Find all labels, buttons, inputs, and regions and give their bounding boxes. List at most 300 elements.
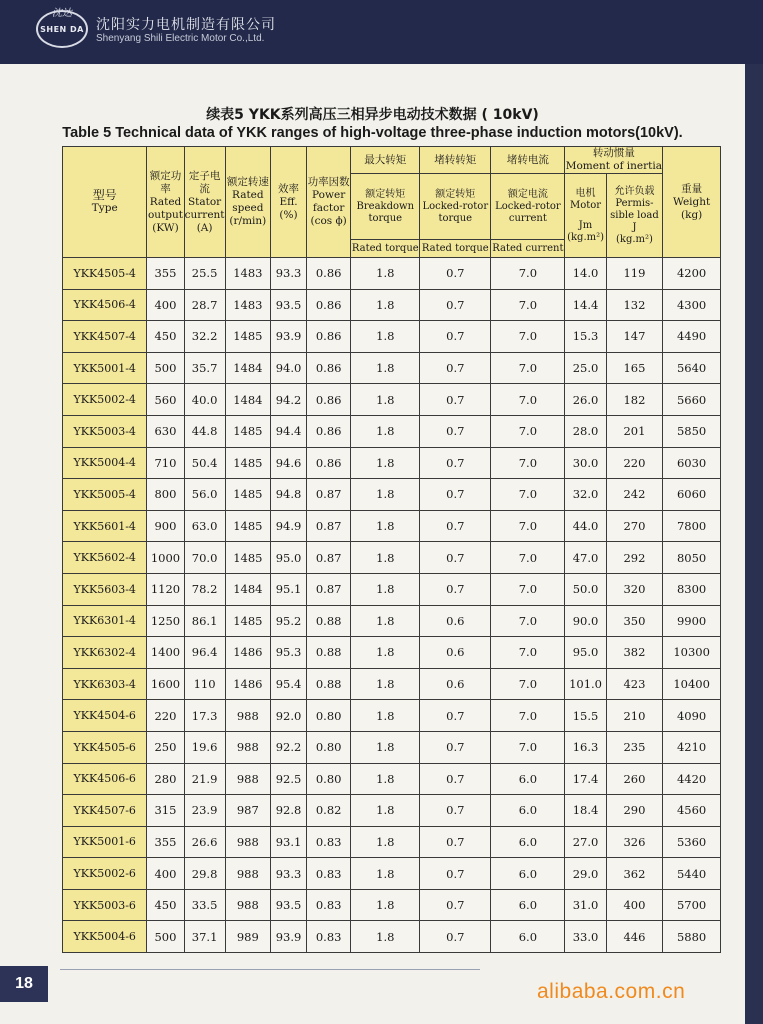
value-cell: 165 xyxy=(606,352,663,384)
col-model xyxy=(63,147,147,258)
value-cell: 90.0 xyxy=(565,605,606,637)
model-cell: YKK5003-6 xyxy=(63,889,147,921)
value-cell: 70.0 xyxy=(184,542,225,574)
model-cell: YKK5001-4 xyxy=(63,352,147,384)
value-cell: 1.8 xyxy=(351,858,420,890)
value-cell: 0.86 xyxy=(307,415,351,447)
value-cell: 1.8 xyxy=(351,479,420,511)
value-cell: 26.6 xyxy=(184,826,225,858)
value-cell: 1.8 xyxy=(351,321,420,353)
value-cell: 350 xyxy=(606,605,663,637)
value-cell: 0.6 xyxy=(420,668,491,700)
value-cell: 1.8 xyxy=(351,605,420,637)
value-cell: 93.5 xyxy=(270,289,306,321)
value-cell: 7.0 xyxy=(491,731,565,763)
value-cell: 50.4 xyxy=(184,447,225,479)
value-cell: 95.0 xyxy=(270,542,306,574)
value-cell: 93.3 xyxy=(270,258,306,290)
value-cell: 0.86 xyxy=(307,384,351,416)
value-cell: 1.8 xyxy=(351,352,420,384)
value-cell: 1485 xyxy=(225,447,270,479)
company-name-en: Shenyang Shili Electric Motor Co.,Ltd. xyxy=(96,33,265,44)
value-cell: 0.7 xyxy=(420,447,491,479)
table-row xyxy=(63,889,721,921)
value-cell: 6060 xyxy=(663,479,721,511)
table-title-en: Table 5 Technical data of YKK ranges of high-voltage three-phase induction motors(10kV). xyxy=(62,125,683,141)
value-cell: 25.0 xyxy=(565,352,606,384)
col-power-factor xyxy=(307,147,351,258)
value-cell: 1.8 xyxy=(351,289,420,321)
value-cell: 1483 xyxy=(225,289,270,321)
value-cell: 35.7 xyxy=(184,352,225,384)
value-cell: 242 xyxy=(606,479,663,511)
value-cell: 92.8 xyxy=(270,795,306,827)
value-cell: 23.9 xyxy=(184,795,225,827)
table-row xyxy=(63,795,721,827)
value-cell: 147 xyxy=(606,321,663,353)
watermark: alibaba.com.cn xyxy=(537,980,686,1003)
value-cell: 37.1 xyxy=(184,921,225,953)
value-cell: 56.0 xyxy=(184,479,225,511)
table-row xyxy=(63,321,721,353)
value-cell: 47.0 xyxy=(565,542,606,574)
value-cell: 988 xyxy=(225,700,270,732)
value-cell: 40.0 xyxy=(184,384,225,416)
header-text: Locked-rotor torque xyxy=(422,200,489,224)
value-cell: 94.9 xyxy=(270,510,306,542)
col-current-bottom: Rated current xyxy=(491,240,565,258)
value-cell: 0.7 xyxy=(420,731,491,763)
value-cell: 355 xyxy=(147,258,184,290)
value-cell: 988 xyxy=(225,763,270,795)
model-cell: YKK4506-6 xyxy=(63,763,147,795)
value-cell: 0.7 xyxy=(420,384,491,416)
value-cell: 21.9 xyxy=(184,763,225,795)
value-cell: 423 xyxy=(606,668,663,700)
value-cell: 4420 xyxy=(663,763,721,795)
value-cell: 44.8 xyxy=(184,415,225,447)
table-row xyxy=(63,763,721,795)
value-cell: 15.5 xyxy=(565,700,606,732)
value-cell: 1485 xyxy=(225,542,270,574)
value-cell: 270 xyxy=(606,510,663,542)
header-text: 额定电流 xyxy=(507,188,548,200)
value-cell: 400 xyxy=(147,858,184,890)
header-text: 额定转速 xyxy=(226,176,269,188)
value-cell: 4090 xyxy=(663,700,721,732)
value-cell: 110 xyxy=(184,668,225,700)
value-cell: 50.0 xyxy=(565,573,606,605)
model-cell: YKK4507-4 xyxy=(63,321,147,353)
value-cell: 250 xyxy=(147,731,184,763)
value-cell: 94.6 xyxy=(270,447,306,479)
value-cell: 93.9 xyxy=(270,921,306,953)
value-cell: 400 xyxy=(147,289,184,321)
value-cell: 0.6 xyxy=(420,637,491,669)
value-cell: 5700 xyxy=(663,889,721,921)
table-row xyxy=(63,921,721,953)
table-title-cn: 续表5 YKK系列高压三相异步电动技术数据 ( 10kV) xyxy=(206,107,539,123)
value-cell: 1.8 xyxy=(351,795,420,827)
value-cell: 1485 xyxy=(225,605,270,637)
value-cell: 0.83 xyxy=(307,889,351,921)
value-cell: 201 xyxy=(606,415,663,447)
value-cell: 5850 xyxy=(663,415,721,447)
value-cell: 0.7 xyxy=(420,258,491,290)
col-load-inertia xyxy=(606,174,663,258)
value-cell: 0.87 xyxy=(307,573,351,605)
header-text: 功率因数 xyxy=(307,176,350,188)
value-cell: 1484 xyxy=(225,352,270,384)
value-cell: 0.7 xyxy=(420,479,491,511)
value-cell: 280 xyxy=(147,763,184,795)
value-cell: 1.8 xyxy=(351,700,420,732)
value-cell: 7.0 xyxy=(491,573,565,605)
value-cell: 7.0 xyxy=(491,321,565,353)
value-cell: 446 xyxy=(606,921,663,953)
value-cell: 0.7 xyxy=(420,289,491,321)
header-text: 额定功率 xyxy=(149,169,182,195)
header-text: (kg.m²) xyxy=(615,233,653,245)
header-text: (kg) xyxy=(680,208,703,221)
table-row xyxy=(63,573,721,605)
col-locked-ratio xyxy=(420,174,491,240)
value-cell: 7.0 xyxy=(491,479,565,511)
model-cell: YKK5002-6 xyxy=(63,858,147,890)
model-cell: YKK4504-6 xyxy=(63,700,147,732)
value-cell: 86.1 xyxy=(184,605,225,637)
table-row xyxy=(63,289,721,321)
value-cell: 6.0 xyxy=(491,921,565,953)
value-cell: 10300 xyxy=(663,637,721,669)
header-text: Jm xyxy=(578,219,593,231)
value-cell: 1.8 xyxy=(351,889,420,921)
value-cell: 1000 xyxy=(147,542,184,574)
value-cell: 400 xyxy=(606,889,663,921)
value-cell: 8300 xyxy=(663,573,721,605)
value-cell: 29.8 xyxy=(184,858,225,890)
value-cell: 1.8 xyxy=(351,763,420,795)
value-cell: 800 xyxy=(147,479,184,511)
page-header xyxy=(0,0,763,64)
value-cell: 0.7 xyxy=(420,763,491,795)
value-cell: 5880 xyxy=(663,921,721,953)
value-cell: 119 xyxy=(606,258,663,290)
value-cell: 220 xyxy=(606,447,663,479)
value-cell: 94.0 xyxy=(270,352,306,384)
logo-text: SHEN DA xyxy=(40,24,84,34)
value-cell: 988 xyxy=(225,889,270,921)
value-cell: 0.7 xyxy=(420,542,491,574)
value-cell: 0.80 xyxy=(307,731,351,763)
value-cell: 292 xyxy=(606,542,663,574)
value-cell: 0.7 xyxy=(420,858,491,890)
value-cell: 0.86 xyxy=(307,289,351,321)
value-cell: 6.0 xyxy=(491,826,565,858)
value-cell: 988 xyxy=(225,826,270,858)
value-cell: 450 xyxy=(147,321,184,353)
value-cell: 93.3 xyxy=(270,858,306,890)
value-cell: 33.0 xyxy=(565,921,606,953)
value-cell: 0.83 xyxy=(307,858,351,890)
value-cell: 1485 xyxy=(225,479,270,511)
value-cell: 7.0 xyxy=(491,542,565,574)
header-text: J xyxy=(632,221,637,233)
header-text: Rated speed xyxy=(232,189,264,214)
value-cell: 0.7 xyxy=(420,415,491,447)
value-cell: 220 xyxy=(147,700,184,732)
value-cell: 0.83 xyxy=(307,826,351,858)
table-row xyxy=(63,447,721,479)
model-cell: YKK5004-4 xyxy=(63,447,147,479)
value-cell: 182 xyxy=(606,384,663,416)
value-cell: 6.0 xyxy=(491,795,565,827)
col-current-ratio xyxy=(491,174,565,240)
value-cell: 500 xyxy=(147,921,184,953)
value-cell: 1486 xyxy=(225,637,270,669)
col-breakdown-bottom: Rated torque xyxy=(351,240,420,258)
value-cell: 988 xyxy=(225,858,270,890)
model-cell: YKK4505-6 xyxy=(63,731,147,763)
value-cell: 7.0 xyxy=(491,415,565,447)
value-cell: 78.2 xyxy=(184,573,225,605)
value-cell: 7.0 xyxy=(491,447,565,479)
table-row xyxy=(63,731,721,763)
col-motor-inertia xyxy=(565,174,606,258)
header-text: 转动惯量 xyxy=(592,147,635,159)
value-cell: 355 xyxy=(147,826,184,858)
col-locked-top: 堵转转矩 xyxy=(420,147,491,174)
value-cell: 17.4 xyxy=(565,763,606,795)
value-cell: 92.0 xyxy=(270,700,306,732)
value-cell: 0.80 xyxy=(307,763,351,795)
value-cell: 0.83 xyxy=(307,921,351,953)
value-cell: 95.1 xyxy=(270,573,306,605)
value-cell: 10400 xyxy=(663,668,721,700)
value-cell: 31.0 xyxy=(565,889,606,921)
model-cell: YKK4507-6 xyxy=(63,795,147,827)
value-cell: 0.7 xyxy=(420,321,491,353)
table-row xyxy=(63,510,721,542)
value-cell: 94.2 xyxy=(270,384,306,416)
model-cell: YKK5603-4 xyxy=(63,573,147,605)
value-cell: 25.5 xyxy=(184,258,225,290)
value-cell: 14.0 xyxy=(565,258,606,290)
value-cell: 560 xyxy=(147,384,184,416)
value-cell: 63.0 xyxy=(184,510,225,542)
value-cell: 1485 xyxy=(225,510,270,542)
value-cell: 1484 xyxy=(225,573,270,605)
value-cell: 5440 xyxy=(663,858,721,890)
header-text: Power factor xyxy=(312,189,346,214)
value-cell: 1250 xyxy=(147,605,184,637)
value-cell: 326 xyxy=(606,826,663,858)
value-cell: 5640 xyxy=(663,352,721,384)
value-cell: 95.3 xyxy=(270,637,306,669)
header-text: (r/min) xyxy=(229,215,267,227)
value-cell: 630 xyxy=(147,415,184,447)
value-cell: 29.0 xyxy=(565,858,606,890)
value-cell: 32.0 xyxy=(565,479,606,511)
table-row xyxy=(63,668,721,700)
col-inertia xyxy=(565,147,663,174)
header-text: Motor xyxy=(570,199,602,211)
value-cell: 0.87 xyxy=(307,542,351,574)
value-cell: 1.8 xyxy=(351,384,420,416)
value-cell: 1120 xyxy=(147,573,184,605)
value-cell: 500 xyxy=(147,352,184,384)
value-cell: 0.87 xyxy=(307,510,351,542)
value-cell: 0.7 xyxy=(420,795,491,827)
value-cell: 0.80 xyxy=(307,700,351,732)
table-body xyxy=(63,258,721,953)
value-cell: 7.0 xyxy=(491,289,565,321)
header-text: (cos ϕ) xyxy=(310,215,347,227)
table-row xyxy=(63,637,721,669)
header-text: 效率 xyxy=(278,182,299,195)
value-cell: 450 xyxy=(147,889,184,921)
value-cell: 9900 xyxy=(663,605,721,637)
header-text: Type xyxy=(91,202,118,214)
page-number: 18 xyxy=(0,966,48,1002)
page-edge xyxy=(745,64,763,1024)
value-cell: 95.0 xyxy=(565,637,606,669)
value-cell: 93.5 xyxy=(270,889,306,921)
value-cell: 18.4 xyxy=(565,795,606,827)
table-row xyxy=(63,826,721,858)
value-cell: 101.0 xyxy=(565,668,606,700)
col-breakdown-ratio xyxy=(351,174,420,240)
footer-rule xyxy=(60,969,480,970)
value-cell: 0.7 xyxy=(420,510,491,542)
value-cell: 0.7 xyxy=(420,573,491,605)
table-row xyxy=(63,415,721,447)
value-cell: 0.88 xyxy=(307,637,351,669)
header-text: Rated output xyxy=(147,195,183,221)
value-cell: 382 xyxy=(606,637,663,669)
header-text: (%) xyxy=(279,208,298,221)
value-cell: 1.8 xyxy=(351,637,420,669)
col-weight xyxy=(663,147,721,258)
value-cell: 7.0 xyxy=(491,384,565,416)
value-cell: 1400 xyxy=(147,637,184,669)
value-cell: 1.8 xyxy=(351,510,420,542)
value-cell: 6.0 xyxy=(491,889,565,921)
header-text: Permis-sible load xyxy=(610,197,659,221)
value-cell: 1.8 xyxy=(351,447,420,479)
table-row xyxy=(63,605,721,637)
value-cell: 6030 xyxy=(663,447,721,479)
table-row xyxy=(63,479,721,511)
value-cell: 44.0 xyxy=(565,510,606,542)
value-cell: 1.8 xyxy=(351,826,420,858)
value-cell: 7800 xyxy=(663,510,721,542)
value-cell: 5360 xyxy=(663,826,721,858)
value-cell: 5660 xyxy=(663,384,721,416)
value-cell: 4490 xyxy=(663,321,721,353)
value-cell: 0.88 xyxy=(307,605,351,637)
value-cell: 33.5 xyxy=(184,889,225,921)
value-cell: 4560 xyxy=(663,795,721,827)
value-cell: 93.1 xyxy=(270,826,306,858)
value-cell: 315 xyxy=(147,795,184,827)
model-cell: YKK5002-4 xyxy=(63,384,147,416)
header-text: 型号 xyxy=(92,188,117,202)
value-cell: 27.0 xyxy=(565,826,606,858)
value-cell: 0.6 xyxy=(420,605,491,637)
value-cell: 235 xyxy=(606,731,663,763)
header-text: 允许负载 xyxy=(614,185,655,197)
value-cell: 1600 xyxy=(147,668,184,700)
value-cell: 15.3 xyxy=(565,321,606,353)
col-current-top: 堵转电流 xyxy=(491,147,565,174)
header-text: 定子电流 xyxy=(188,169,221,195)
value-cell: 7.0 xyxy=(491,700,565,732)
model-cell: YKK6302-4 xyxy=(63,637,147,669)
value-cell: 1.8 xyxy=(351,542,420,574)
header-text: Breakdown torque xyxy=(356,200,415,224)
logo-mark: 沈达 xyxy=(52,8,72,19)
value-cell: 14.4 xyxy=(565,289,606,321)
header-text: Stator current xyxy=(184,195,225,221)
value-cell: 95.2 xyxy=(270,605,306,637)
value-cell: 1.8 xyxy=(351,668,420,700)
header-text: (KW) xyxy=(152,221,179,234)
model-cell: YKK5602-4 xyxy=(63,542,147,574)
value-cell: 1485 xyxy=(225,321,270,353)
value-cell: 290 xyxy=(606,795,663,827)
value-cell: 0.87 xyxy=(307,479,351,511)
value-cell: 7.0 xyxy=(491,510,565,542)
model-cell: YKK5003-4 xyxy=(63,415,147,447)
model-cell: YKK5005-4 xyxy=(63,479,147,511)
value-cell: 4300 xyxy=(663,289,721,321)
value-cell: 0.86 xyxy=(307,352,351,384)
value-cell: 7.0 xyxy=(491,352,565,384)
value-cell: 32.2 xyxy=(184,321,225,353)
value-cell: 1485 xyxy=(225,415,270,447)
value-cell: 900 xyxy=(147,510,184,542)
value-cell: 987 xyxy=(225,795,270,827)
value-cell: 93.9 xyxy=(270,321,306,353)
value-cell: 4200 xyxy=(663,258,721,290)
value-cell: 1.8 xyxy=(351,573,420,605)
table-row xyxy=(63,384,721,416)
header-text: 额定转矩 xyxy=(365,188,406,200)
table-row xyxy=(63,858,721,890)
value-cell: 28.7 xyxy=(184,289,225,321)
value-cell: 1.8 xyxy=(351,921,420,953)
header-text: 额定转矩 xyxy=(435,188,476,200)
company-name-cn: 沈阳实力电机制造有限公司 xyxy=(96,17,276,33)
col-power xyxy=(147,147,184,258)
header-text: 重量 xyxy=(681,182,703,195)
value-cell: 7.0 xyxy=(491,258,565,290)
value-cell: 989 xyxy=(225,921,270,953)
col-efficiency xyxy=(270,147,306,258)
value-cell: 7.0 xyxy=(491,637,565,669)
header-text: 电机 xyxy=(575,187,596,199)
model-cell: YKK5001-6 xyxy=(63,826,147,858)
header-text: (A) xyxy=(196,221,213,234)
value-cell: 132 xyxy=(606,289,663,321)
model-cell: YKK6301-4 xyxy=(63,605,147,637)
value-cell: 17.3 xyxy=(184,700,225,732)
value-cell: 7.0 xyxy=(491,668,565,700)
value-cell: 0.86 xyxy=(307,258,351,290)
col-speed xyxy=(225,147,270,258)
value-cell: 16.3 xyxy=(565,731,606,763)
